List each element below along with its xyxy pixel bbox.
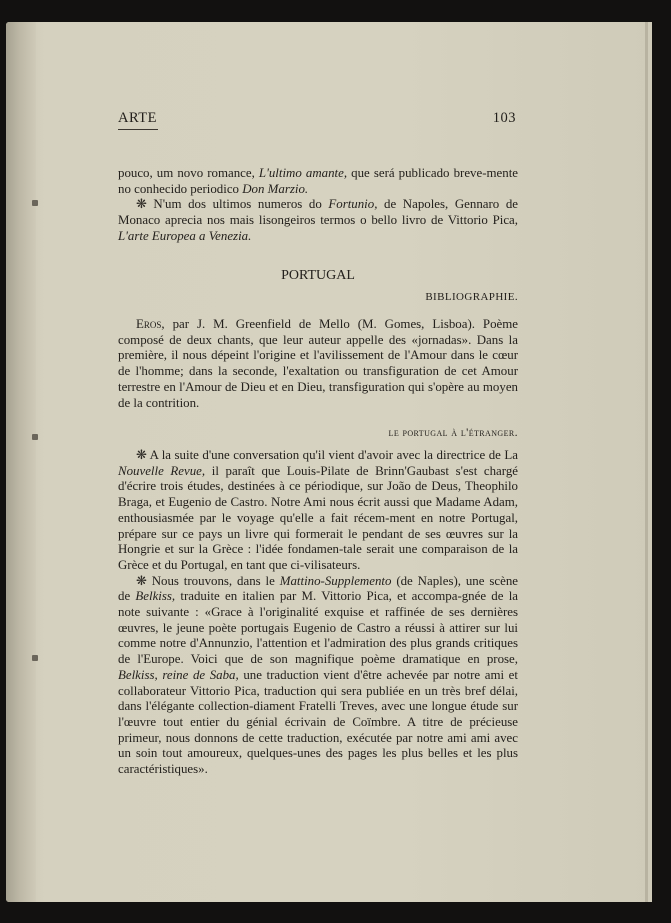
margin-mark bbox=[32, 200, 38, 206]
running-title: ARTE bbox=[118, 110, 157, 126]
section-subtitle: BIBLIOGRAPHIE. bbox=[425, 291, 518, 303]
margin-mark bbox=[32, 434, 38, 440]
asterism-icon: ❋ bbox=[136, 197, 147, 212]
asterism-icon: ❋ bbox=[136, 448, 147, 462]
paragraph: ❋ A la suite d'une conversation qu'il vient d'avoir avec la directrice de La Nouvelle Revue, il paraît que Louis-Pilate de Brinn'Gaubast s'est chargé d'écrire trois études, destinées à ce périodique, sur João de Deus, Theophilo Braga, et Eugenio de Castro. Notre Ami nous écrit aussi que Madame Adam, enthousiasmée par le voyage qu'elle a fait récem-ment en notre Portugal, prépare sur ce pays un livre qui formerait le pendant de ses œuvres sur la Hongrie et sur la Grèce : l'idée fondamen-tale serait une comparaison de la Grèce et du Portugal, en tant que ci-vilisateurs. bbox=[118, 448, 519, 572]
margin-mark bbox=[32, 655, 38, 661]
asterism-icon: ❋ bbox=[136, 573, 147, 588]
intro-text bbox=[118, 166, 518, 245]
book-page bbox=[6, 22, 652, 902]
paragraph: Eros, par J. M. Greenfield de Mello (M. Gomes, Lisboa). Poème composé de deux chants, que leur auteur appelle des «jornadas». Dans la première, il nous dépeint l'origine et l'avilissement de l'Amour dans le cœur de l'homme; dans la seconde, l'exaltation ou transfiguration de cet Amour terrestre en l'Amour de Dieu et en Dieu, transfiguration qui s'opère au moyen de la contrition. bbox=[118, 317, 518, 410]
bibliography-text bbox=[118, 317, 518, 411]
running-header bbox=[118, 110, 516, 130]
page-number: 103 bbox=[492, 110, 516, 126]
page-edge bbox=[645, 22, 648, 902]
header-rule bbox=[118, 129, 158, 130]
paragraph: ❋ Nous trouvons, dans le Mattino-Supplemento (de Naples), une scène de Belkiss, traduite en italien par M. Vittorio Pica, et accompa-gnée de la note suivante : «Grace à l'originalité exquise et raffinée de ses dernières œuvres, le jeune poète portugais Eugenio de Castro a réussi à attirer sur lui comme notre d'Annunzio, l'attention et l'admiration des plus grands critiques de l'Europe. Voici que de son magnifique poème dramatique en prose, Belkiss, reine de Saba, une traduction vient d'être achevée par notre ami et collaborateur Vittorio Pica, traduction qui sera publiée en un très bref délai, dans l'élégante collection-diament Fratelli Treves, avec une longue étude sur l'œuvre tout entier du génial écrivain de Coïmbre. A titre de précieuse primeur, nous donnons de cette traduction, exécutée par notre ami ami avec un soin tout amoureux, quelques-unes des pages les plus belles et les plus caractéristiques». bbox=[118, 573, 519, 777]
etranger-text bbox=[118, 448, 518, 778]
paragraph: pouco, um novo romance, L'ultimo amante, que será publicado breve-mente no conhecido periodico Don Marzio. bbox=[118, 166, 518, 196]
section-title: PORTUGAL bbox=[281, 268, 355, 283]
page-gutter bbox=[6, 22, 36, 902]
paragraph: ❋ N'um dos ultimos numeros do Fortunio, de Napoles, Gennaro de Monaco aprecia nos mais lisongeiros termos o bello livro de Vittorio Pica, L'arte Europea a Venezia. bbox=[118, 197, 518, 243]
section-subtitle: le portugal à l'étranger. bbox=[388, 425, 518, 439]
